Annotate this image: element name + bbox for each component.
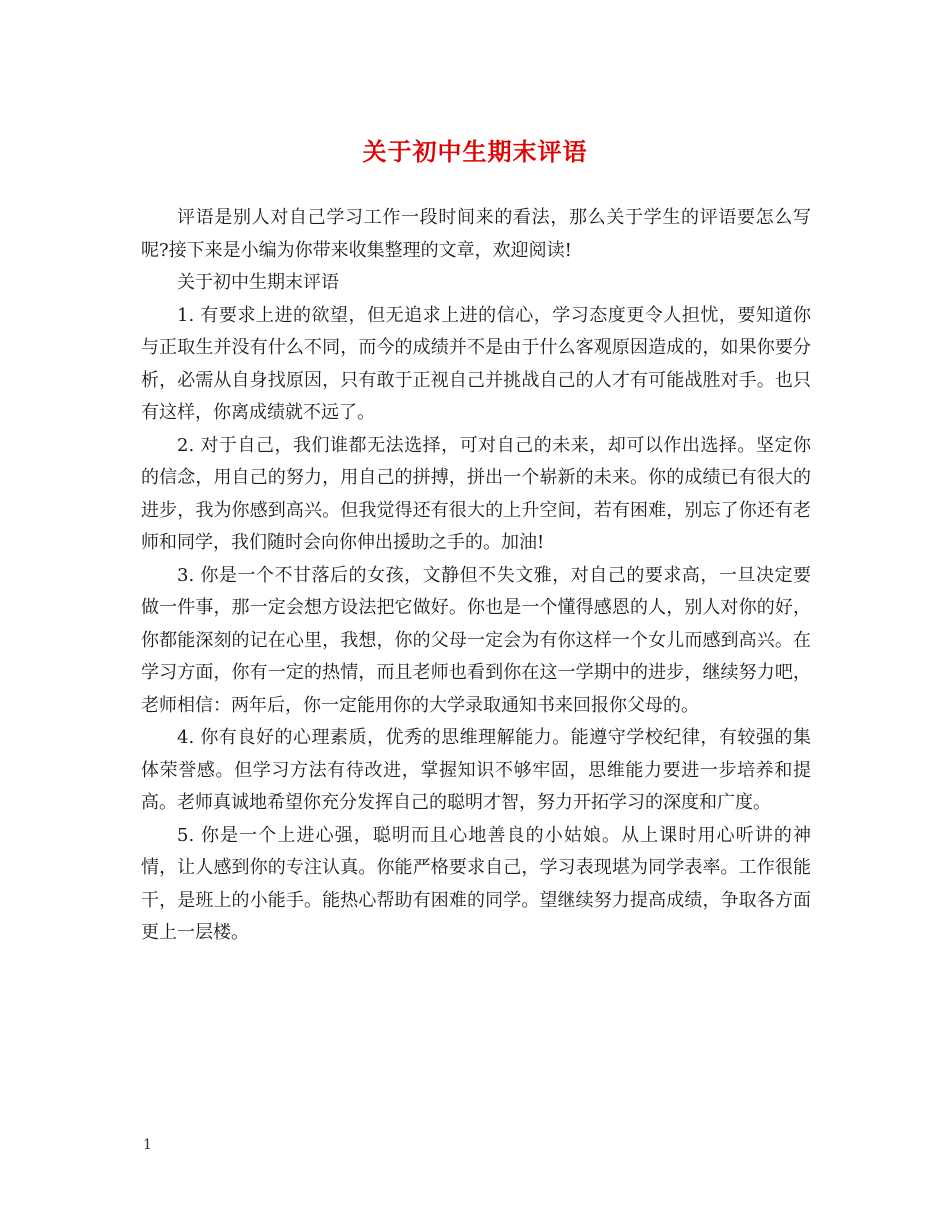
page-number: 1 <box>143 1137 152 1153</box>
comment-paragraph: 4. 你有良好的心理素质，优秀的思维理解能力。能遵守学校纪律，有较强的集体荣誉感。但学习方法有待改进，掌握知识不够牢固，思维能力要进一步培养和提高。老师真诚地希望你充分发挥自己的聪明才智，努力开拓学习的深度和广度。 <box>141 727 811 813</box>
comment-paragraph: 5. 你是一个上进心强，聪明而且心地善良的小姑娘。从上课时用心听讲的神情，让人感到你的专注认真。你能严格要求自己，学习表现堪为同学表率。工作很能干，是班上的小能手。能热心帮助有困难的同学。望继续努力提高成绩，争取各方面更上一层楼。 <box>141 824 811 943</box>
comment-paragraph: 3. 你是一个不甘落后的女孩，文静但不失文雅，对自己的要求高，一旦决定要做一件事，那一定会想方设法把它做好。你也是一个懂得感恩的人，别人对你的好，你都能深刻的记在心里，我想，你的父母一定会为有你这样一个女儿而感到高兴。在学习方面，你有一定的热情，而且老师也看到你在这一学期中的进步，继续努力吧，老师相信：两年后，你一定能用你的大学录取通知书来回报你父母的。 <box>141 564 811 716</box>
comment-paragraph: 2. 对于自己，我们谁都无法选择，可对自己的未来，却可以作出选择。坚定你的信念，用自己的努力，用自己的拼搏，拼出一个崭新的未来。你的成绩已有很大的进步，我为你感到高兴。但我觉得还有很大的上升空间，若有困难，别忘了你还有老师和同学，我们随时会向你伸出援助之手的。加油! <box>141 434 811 553</box>
subheading: 关于初中生期末评语 <box>177 272 339 293</box>
intro-paragraph: 评语是别人对自己学习工作一段时间来的看法，那么关于学生的评语要怎么写呢?接下来是小编为你带来收集整理的文章，欢迎阅读! <box>141 207 811 261</box>
document-title: 关于初中生期末评语 <box>362 137 588 166</box>
comment-paragraph: 1. 有要求上进的欲望，但无追求上进的信心，学习态度更令人担忧，要知道你与正取生并没有什么不同，而今的成绩并不是由于什么客观原因造成的，如果你要分析，必需从自身找原因，只有敢于正视自己并挑战自己的人才有可能战胜对手。也只有这样，你离成绩就不远了。 <box>141 304 811 423</box>
document-body <box>141 202 811 950</box>
